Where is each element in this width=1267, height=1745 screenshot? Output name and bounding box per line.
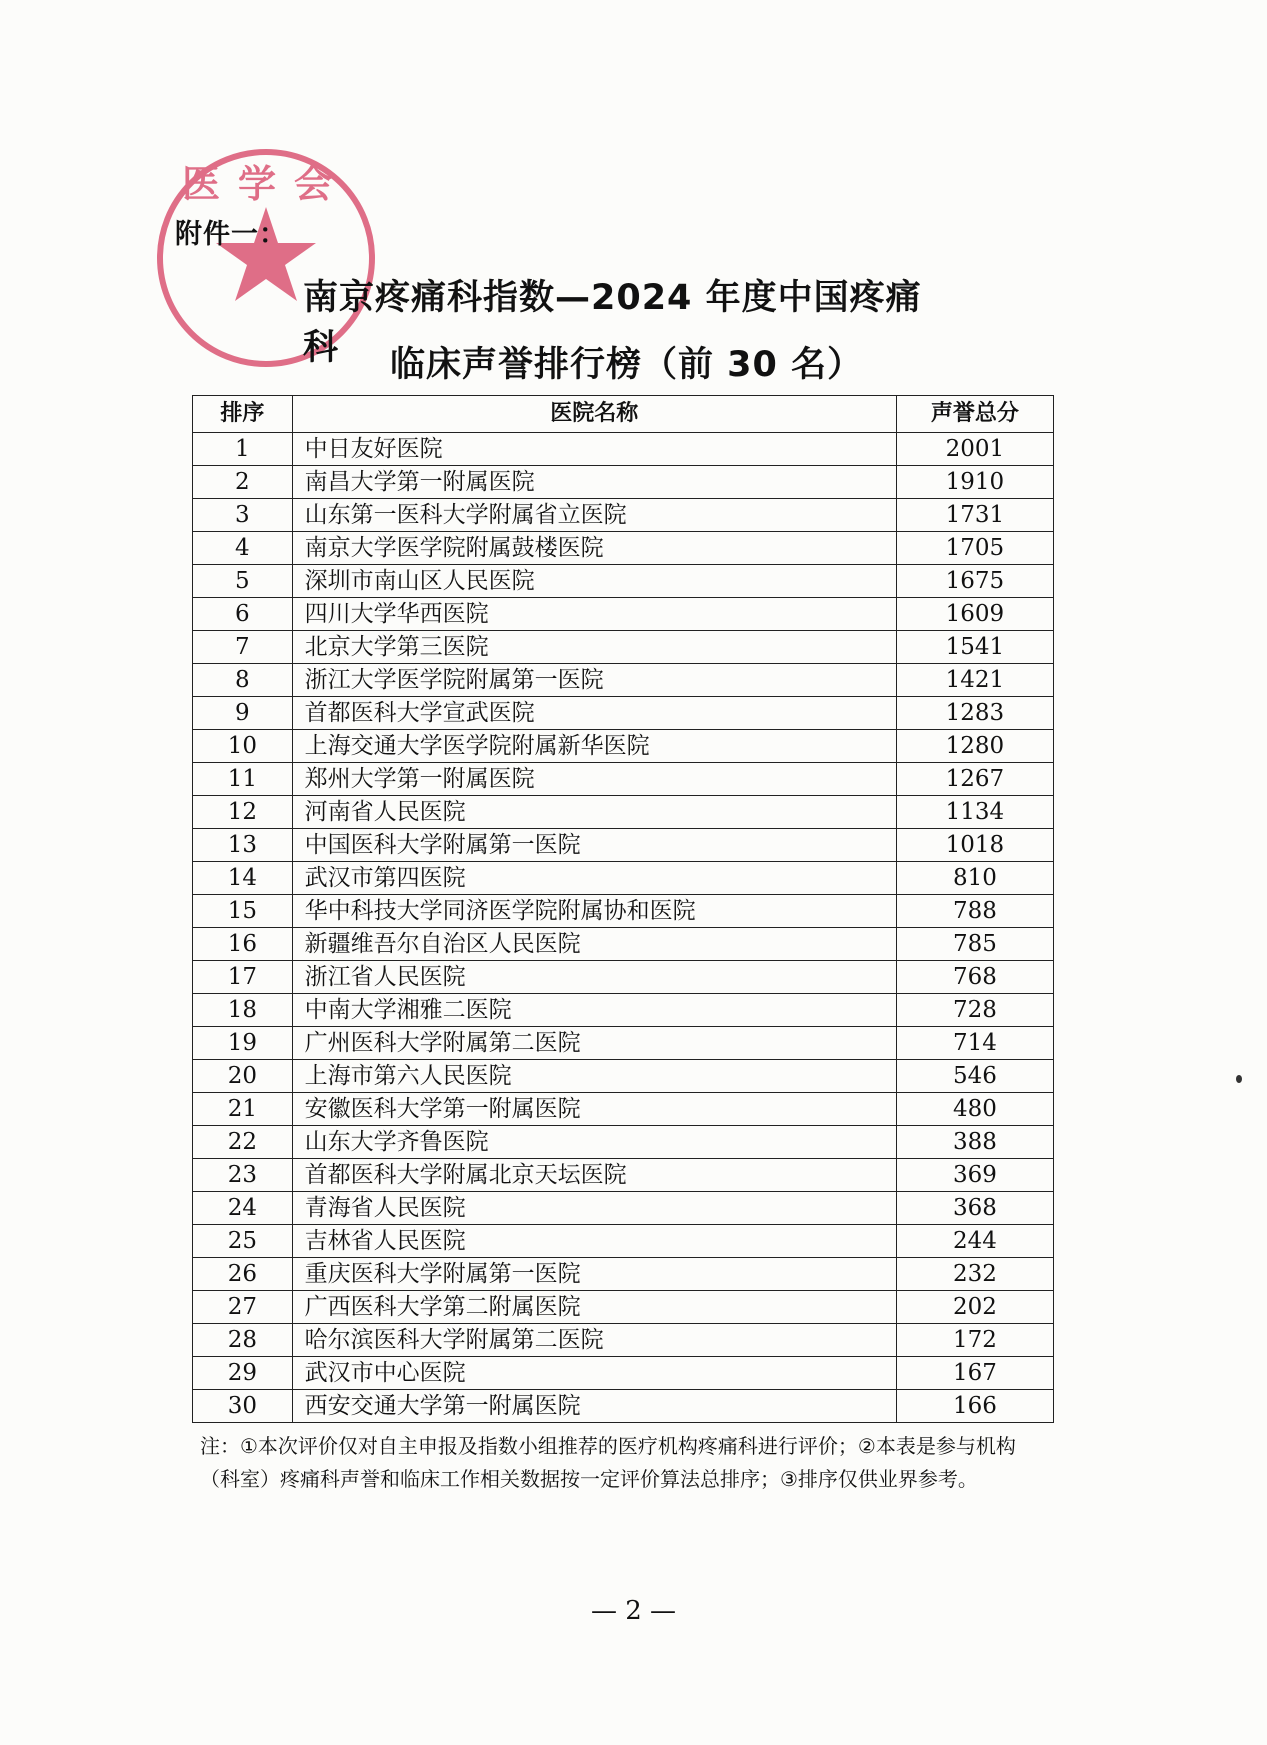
table-row [193,565,1054,598]
hospital-name-cell: 山东大学齐鲁医院 [292,1126,896,1159]
hospital-name-cell: 广西医科大学第二附属医院 [292,1291,896,1324]
hospital-name-cell: 武汉市中心医院 [292,1357,896,1390]
score-cell: 202 [896,1291,1053,1324]
rank-cell: 18 [193,994,293,1027]
score-cell: 369 [896,1159,1053,1192]
rank-cell: 17 [193,961,293,994]
hospital-name-cell: 哈尔滨医科大学附属第二医院 [292,1324,896,1357]
score-cell: 1134 [896,796,1053,829]
rank-cell: 26 [193,1258,293,1291]
table-row [193,598,1054,631]
table-row [193,862,1054,895]
score-cell: 785 [896,928,1053,961]
score-cell: 1910 [896,466,1053,499]
score-cell: 388 [896,1126,1053,1159]
rank-cell: 4 [193,532,293,565]
header-hospital-name: 医院名称 [292,396,896,433]
table-row [193,1324,1054,1357]
table-row [193,895,1054,928]
hospital-name-cell: 重庆医科大学附属第一医院 [292,1258,896,1291]
score-cell: 1675 [896,565,1053,598]
rank-cell: 22 [193,1126,293,1159]
score-cell: 810 [896,862,1053,895]
score-cell: 1421 [896,664,1053,697]
table-row [193,1027,1054,1060]
hospital-name-cell: 浙江大学医学院附属第一医院 [292,664,896,697]
table-row [193,763,1054,796]
hospital-name-cell: 首都医科大学宣武医院 [292,697,896,730]
score-cell: 2001 [896,433,1053,466]
hospital-name-cell: 西安交通大学第一附属医院 [292,1390,896,1423]
score-cell: 1267 [896,763,1053,796]
table-row [193,796,1054,829]
rank-cell: 15 [193,895,293,928]
score-cell: 368 [896,1192,1053,1225]
rank-cell: 7 [193,631,293,664]
score-cell: 1283 [896,697,1053,730]
table-row [193,1225,1054,1258]
score-cell: 788 [896,895,1053,928]
hospital-name-cell: 上海交通大学医学院附属新华医院 [292,730,896,763]
table-row [193,1192,1054,1225]
hospital-name-cell: 浙江省人民医院 [292,961,896,994]
ranking-table-body [193,433,1054,1423]
header-rank: 排序 [193,396,293,433]
hospital-name-cell: 南昌大学第一附属医院 [292,466,896,499]
score-cell: 167 [896,1357,1053,1390]
score-cell: 1731 [896,499,1053,532]
score-cell: 232 [896,1258,1053,1291]
score-cell: 1705 [896,532,1053,565]
table-row [193,664,1054,697]
rank-cell: 5 [193,565,293,598]
rank-cell: 11 [193,763,293,796]
rank-cell: 3 [193,499,293,532]
rank-cell: 28 [193,1324,293,1357]
hospital-name-cell: 华中科技大学同济医学院附属协和医院 [292,895,896,928]
score-cell: 1018 [896,829,1053,862]
table-row [193,829,1054,862]
table-row [193,1258,1054,1291]
table-row [193,730,1054,763]
scan-speck [1236,1075,1242,1083]
rank-cell: 30 [193,1390,293,1423]
rank-cell: 12 [193,796,293,829]
rank-cell: 20 [193,1060,293,1093]
page-number: — 2 — [590,1596,677,1626]
hospital-name-cell: 中日友好医院 [292,433,896,466]
rank-cell: 21 [193,1093,293,1126]
table-row [193,532,1054,565]
hospital-name-cell: 安徽医科大学第一附属医院 [292,1093,896,1126]
table-row [193,1126,1054,1159]
score-cell: 1609 [896,598,1053,631]
rank-cell: 8 [193,664,293,697]
table-row [193,1357,1054,1390]
table-row [193,433,1054,466]
rank-cell: 2 [193,466,293,499]
table-row [193,961,1054,994]
rank-cell: 6 [193,598,293,631]
table-header-row [193,396,1054,433]
hospital-name-cell: 山东第一医科大学附属省立医院 [292,499,896,532]
document-title-line-1: 南京疼痛科指数—2024 年度中国疼痛科 [303,278,922,368]
rank-cell: 29 [193,1357,293,1390]
rank-cell: 10 [193,730,293,763]
hospital-name-cell: 中南大学湘雅二医院 [292,994,896,1027]
stamp-text: 医学会 [181,162,351,206]
hospital-name-cell: 青海省人民医院 [292,1192,896,1225]
table-row [193,631,1054,664]
rank-cell: 24 [193,1192,293,1225]
table-row [193,697,1054,730]
rank-cell: 16 [193,928,293,961]
table-row [193,994,1054,1027]
score-cell: 1280 [896,730,1053,763]
hospital-name-cell: 南京大学医学院附属鼓楼医院 [292,532,896,565]
table-row [193,1159,1054,1192]
rank-cell: 1 [193,433,293,466]
hospital-name-cell: 武汉市第四医院 [292,862,896,895]
attachment-label: 附件一： [175,219,287,250]
hospital-name-cell: 首都医科大学附属北京天坛医院 [292,1159,896,1192]
document-title-line-2: 临床声誉排行榜（前 30 名） [390,345,864,385]
hospital-name-cell: 新疆维吾尔自治区人民医院 [292,928,896,961]
hospital-name-cell: 中国医科大学附属第一医院 [292,829,896,862]
table-row [193,499,1054,532]
table-row [193,1060,1054,1093]
rank-cell: 23 [193,1159,293,1192]
score-cell: 728 [896,994,1053,1027]
score-cell: 546 [896,1060,1053,1093]
rank-cell: 14 [193,862,293,895]
footnote: 注：①本次评价仅对自主申报及指数小组推荐的医疗机构疼痛科进行评价；②本表是参与机构（科室）疼痛科声誉和临床工作相关数据按一定评价算法总排序；③排序仅供业界参考。 [200,1434,1016,1491]
rank-cell: 13 [193,829,293,862]
rank-cell: 9 [193,697,293,730]
table-row [193,1093,1054,1126]
table-row [193,466,1054,499]
hospital-name-cell: 上海市第六人民医院 [292,1060,896,1093]
table-row [193,1390,1054,1423]
rank-cell: 27 [193,1291,293,1324]
hospital-name-cell: 郑州大学第一附属医院 [292,763,896,796]
hospital-name-cell: 广州医科大学附属第二医院 [292,1027,896,1060]
score-cell: 172 [896,1324,1053,1357]
score-cell: 1541 [896,631,1053,664]
hospital-name-cell: 北京大学第三医院 [292,631,896,664]
score-cell: 166 [896,1390,1053,1423]
table-row [193,1291,1054,1324]
rank-cell: 19 [193,1027,293,1060]
hospital-name-cell: 吉林省人民医院 [292,1225,896,1258]
hospital-name-cell: 四川大学华西医院 [292,598,896,631]
ranking-table [192,395,1054,1423]
hospital-name-cell: 深圳市南山区人民医院 [292,565,896,598]
header-score: 声誉总分 [896,396,1053,433]
score-cell: 244 [896,1225,1053,1258]
rank-cell: 25 [193,1225,293,1258]
score-cell: 714 [896,1027,1053,1060]
table-row [193,928,1054,961]
score-cell: 768 [896,961,1053,994]
score-cell: 480 [896,1093,1053,1126]
hospital-name-cell: 河南省人民医院 [292,796,896,829]
